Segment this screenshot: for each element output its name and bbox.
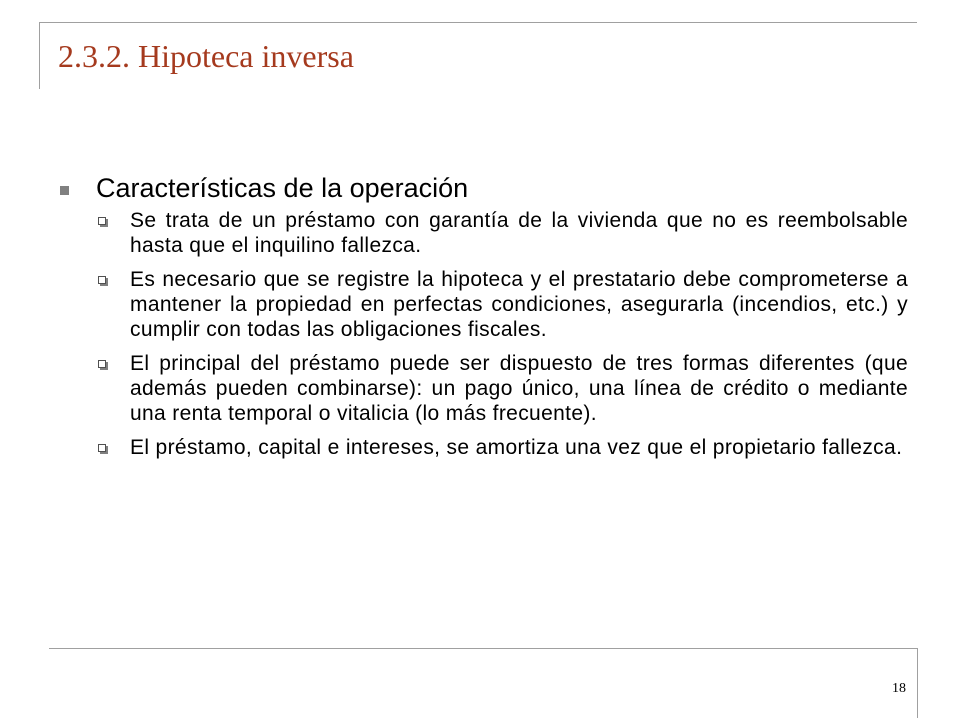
title-rule-left — [39, 22, 40, 89]
sub-bullet-text: Se trata de un préstamo con garantía de la vivienda que no es reembolsable hasta que el inquilino fallezca. — [130, 209, 908, 257]
slide-content — [58, 170, 908, 469]
sub-bullet-item — [58, 351, 908, 426]
sub-bullet-list — [58, 208, 908, 460]
sub-bullet-item — [58, 435, 908, 460]
page-number: 18 — [892, 681, 906, 696]
sub-bullet-text: El préstamo, capital e intereses, se amortiza una vez que el propietario fallezca. — [130, 436, 903, 459]
sub-bullet-item — [58, 267, 908, 342]
footer-rule — [49, 648, 917, 649]
hollow-square-bullet-icon — [98, 217, 106, 225]
hollow-square-bullet-icon — [98, 444, 106, 452]
bullet-heading — [58, 170, 908, 206]
sub-bullet-item — [58, 208, 908, 258]
footer-rule-right — [917, 648, 918, 718]
bullet-heading-text: Características de la operación — [96, 173, 469, 203]
sub-bullet-text: El principal del préstamo puede ser dispuesto de tres formas diferentes (que además pueden combinarse): un pago único, una línea de crédito o mediante una renta temporal o vitalicia (lo más frecuente). — [130, 352, 908, 425]
slide-title: 2.3.2. Hipoteca inversa — [58, 38, 354, 74]
hollow-square-bullet-icon — [98, 360, 106, 368]
hollow-square-bullet-icon — [98, 276, 106, 284]
square-bullet-icon — [60, 186, 69, 195]
title-rule-top — [39, 22, 917, 23]
sub-bullet-text: Es necesario que se registre la hipoteca y el prestatario debe comprometerse a mantener la propiedad en perfectas condiciones, asegurarla (incendios, etc.) y cumplir con todas las obligaciones fiscales. — [130, 268, 908, 341]
